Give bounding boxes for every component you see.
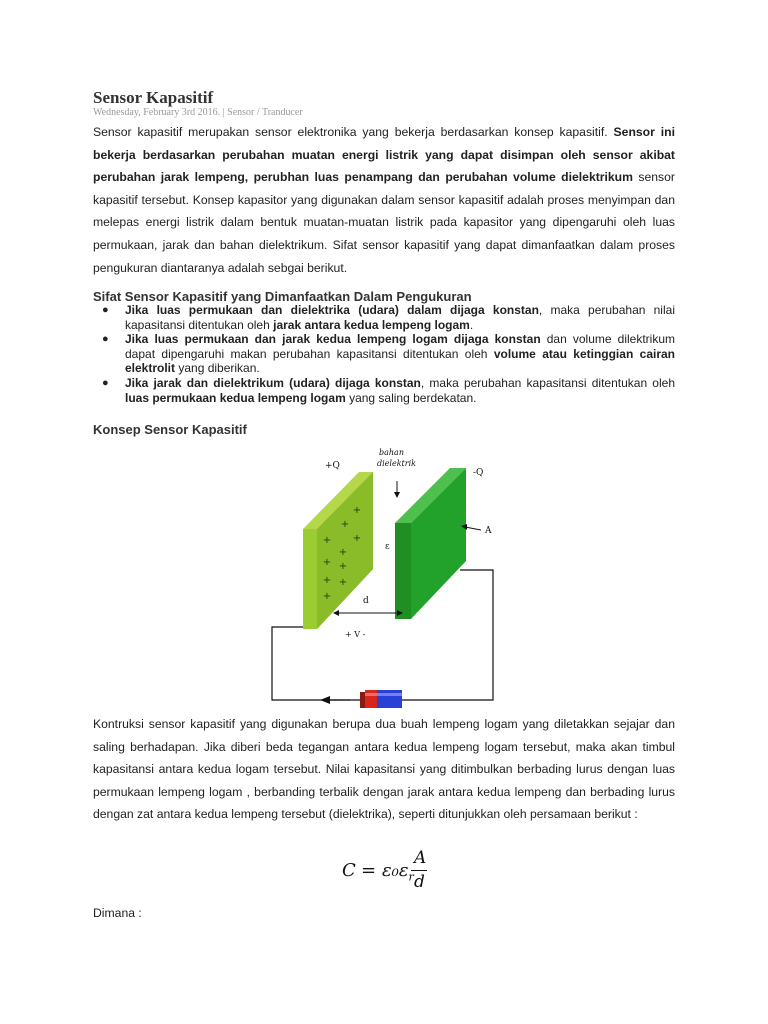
label-a: A — [485, 526, 492, 536]
plus-sign: + — [338, 577, 348, 588]
formula-fraction-bar — [411, 870, 427, 871]
list-item — [93, 303, 675, 332]
label-d: d — [363, 596, 369, 606]
plus-sign: + — [322, 575, 332, 586]
area-arrow-line — [465, 527, 481, 530]
list-item-text: , maka perubahan kapasitansi ditentukan oleh — [420, 375, 675, 390]
list-item-bold: Jika luas permukaan dan dielektrika (udara) dalam dijaga konstan — [125, 303, 539, 317]
battery-red-cap — [360, 692, 365, 708]
list-item-bold: Jika jarak dan dielektrikum (udara) dijaga konstan — [125, 375, 421, 390]
plus-sign: + — [352, 505, 362, 516]
plus-sign: + — [322, 535, 332, 546]
label-plus-q: +Q — [325, 461, 340, 471]
article-meta: Wednesday, February 3rd 2016. | Sensor / Tranducer — [93, 107, 303, 118]
bullet-icon: ● — [102, 333, 109, 346]
list-item-bold: volume atau ketinggian cairan elektrolit — [125, 346, 675, 376]
plus-sign: + — [322, 557, 332, 568]
list-item — [93, 376, 675, 405]
battery-red — [365, 690, 377, 708]
list-item-text: yang diberikan. — [175, 361, 260, 376]
battery-blue — [377, 690, 402, 708]
list-item-text: dan volume dilektrikum dapat dipengaruhi makan perubahan kapasitansi ditentukan oleh — [125, 332, 675, 361]
list-item-text: , maka perubahan nilai kapasitansi ditentukan oleh — [125, 303, 675, 332]
plus-sign: + — [352, 533, 362, 544]
section-heading-konsep: Konsep Sensor Kapasitif — [93, 422, 247, 437]
intro-paragraph — [93, 121, 675, 279]
label-epsilon: ε — [385, 542, 390, 552]
formula-epsilon — [382, 860, 414, 884]
formula-epsilon-0: ε₀ε — [382, 860, 409, 881]
section-heading-sifat: Sifat Sensor Kapasitif yang Dimanfaatkan Dalam Pengukuran — [93, 289, 472, 304]
capacitance-formula — [336, 848, 436, 892]
body-paragraph: Kontruksi sensor kapasitif yang digunakan berupa dua buah lempeng logam yang diletakkan sejajar dan saling berhadapan. Jika diberi beda tegangan antara kedua lempeng logam tersebut, maka akan timbul kapasitansi antara kedua logam tersebut. Nilai kapasitansi yang ditimbulkan berbading lurus dengan luas permukaan lempeng logam , berbanding terbalik dengan jarak antara kedua lempeng dan berbading lurus dengan zat antara kedua lempeng tersebut (dielektrika), seperti ditunjukkan oleh persamaan berikut : — [93, 717, 675, 822]
distance-arrow-left-icon — [333, 610, 339, 616]
plus-sign: + — [338, 561, 348, 572]
label-minus-q: -Q — [473, 468, 484, 478]
capacitor-diagram — [265, 443, 500, 708]
formula-subscript-r: r — [408, 870, 414, 884]
list-item-bold: luas permukaan kedua lempeng logam — [125, 390, 346, 405]
formula-denominator: d — [414, 872, 425, 892]
label-dielektrik: dielektrik — [377, 459, 416, 468]
intro-text-1: Sensor kapasitif merupakan sensor elektronika yang bekerja berdasarkan konsep kapasitif. — [93, 125, 614, 139]
label-voltage: + V - — [345, 630, 366, 639]
current-arrow-icon — [320, 696, 330, 704]
list-item-bold: jarak antara kedua lempeng logam — [273, 317, 470, 332]
sifat-list — [93, 303, 675, 405]
formula-numerator: A — [414, 848, 427, 868]
plus-sign: + — [322, 591, 332, 602]
left-plate-front — [303, 529, 317, 629]
dielectric-arrow-icon — [394, 492, 400, 498]
intro-bold-text: Sensor ini bekerja berdasarkan perubahan muatan energi listrik yang dapat disimpan oleh sensor akibat perubahan jarak lempeng, perubhan luas penampang dan perubahan volume dielektrikum — [93, 125, 675, 185]
bullet-icon: ● — [102, 376, 109, 389]
bullet-icon: ● — [102, 304, 109, 316]
list-item-text: yang saling berdekatan. — [345, 390, 477, 405]
plus-sign: + — [338, 547, 348, 558]
battery-highlight — [365, 693, 402, 696]
list-item — [93, 332, 675, 376]
formula-c: C — [342, 860, 356, 881]
right-plate-front — [395, 523, 411, 619]
intro-text-2: sensor kapasitif tersebut. Konsep kapasitor yang digunakan dalam sensor kapasitif adalah proses menyimpan dan melepas energi listrik dalam bentuk muatan-muatan listrik pada kapasitor yang dipengaruhi oleh luas permukaan, jarak dan bahan dielektrikum. Sifat sensor kapasitif yang dapat dimanfaatkan dalam proses pengukuran diantaranya adalah sebgai berikut. — [93, 170, 675, 275]
article-title: Sensor Kapasitif — [93, 88, 214, 107]
formula-equals: = — [361, 860, 377, 881]
list-item-text: . — [469, 317, 474, 332]
label-bahan: bahan — [379, 448, 404, 457]
dimana-label: Dimana : — [93, 906, 142, 920]
plus-sign: + — [340, 519, 350, 530]
list-item-bold: Jika luas permukaan dan jarak kedua lempeng logam dijaga konstan — [125, 332, 541, 347]
